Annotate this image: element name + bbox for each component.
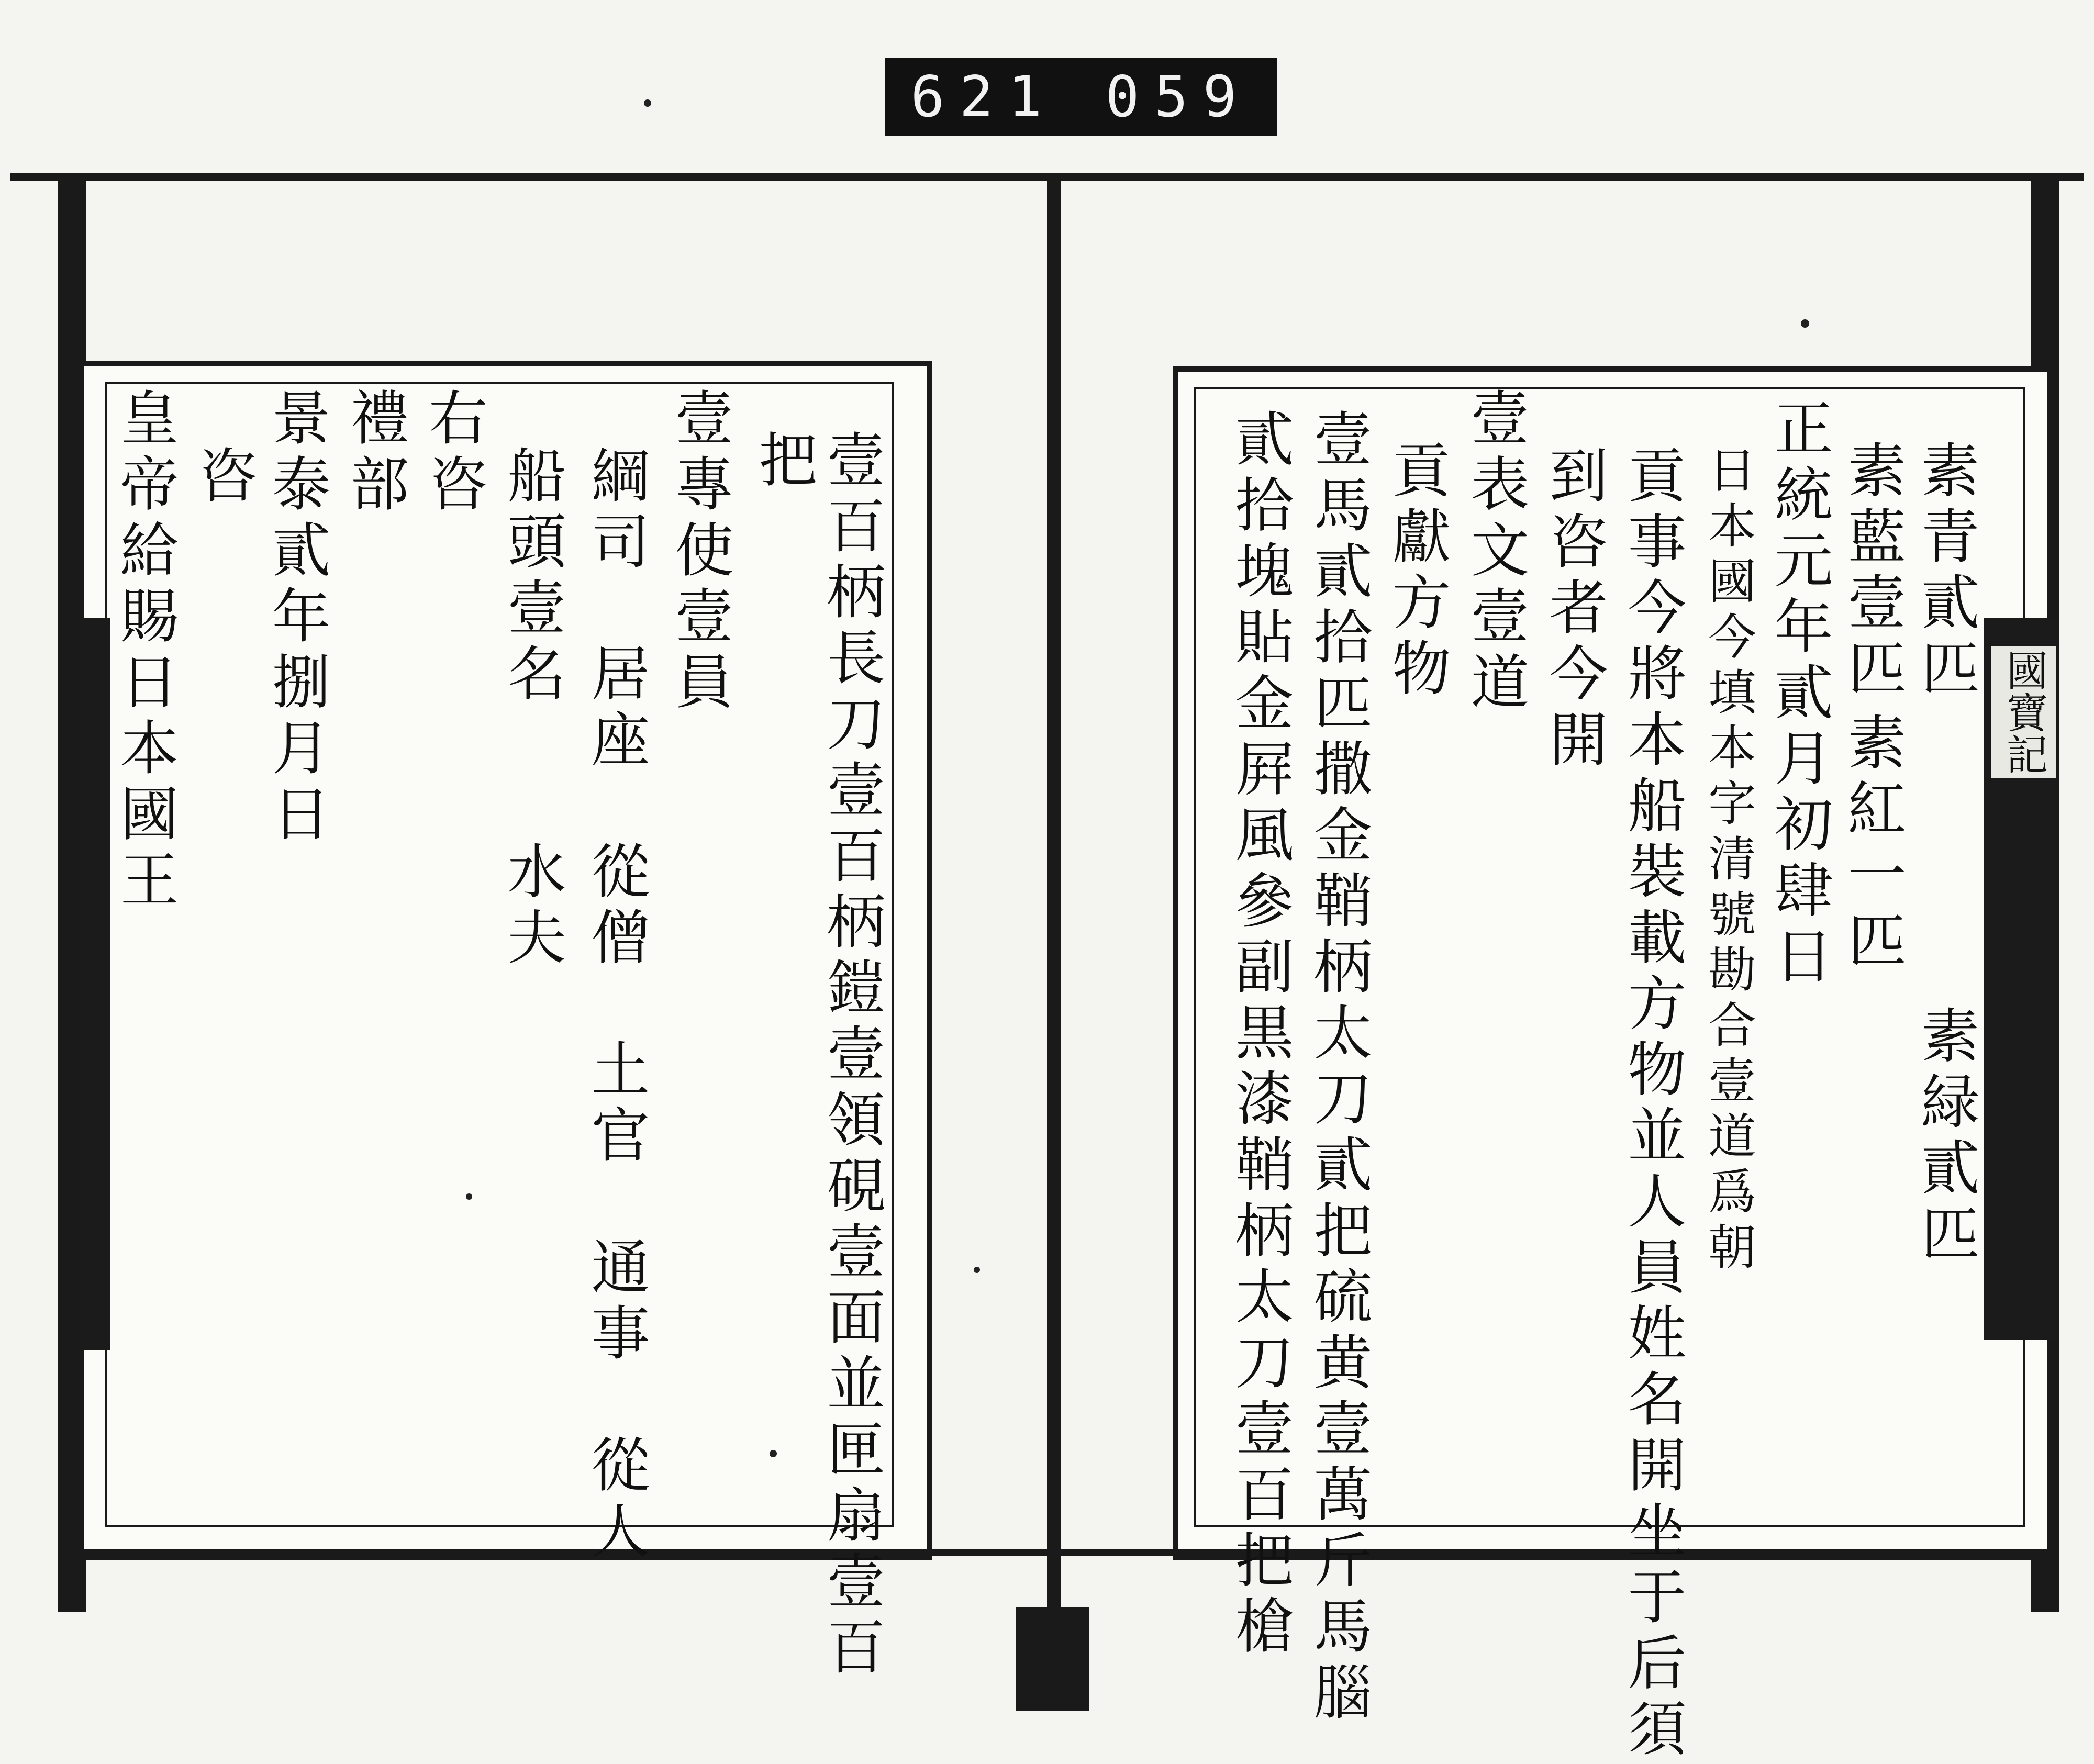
- right-bottom-rule: [1061, 1549, 2055, 1556]
- text-column: 素青貳匹: [1911, 440, 1979, 704]
- left-bottom-rule: [79, 1549, 1052, 1556]
- text-column: 壹百柄長刀壹百柄鎧壹領硯壹面並匣扇壹百: [817, 429, 885, 1682]
- text-column: 把: [749, 429, 817, 495]
- scan-speck: [644, 99, 651, 107]
- text-column: 景泰貳年捌月日: [262, 387, 330, 849]
- text-column: 右咨: [419, 387, 487, 519]
- text-column: 素藍壹匹: [1838, 440, 1906, 704]
- text-column: 禮部: [341, 387, 409, 519]
- scan-speck: [770, 1450, 777, 1457]
- left-side-tab: [79, 618, 110, 1350]
- frame-number-text: 621 059: [910, 64, 1252, 130]
- text-column: 壹馬貳拾匹撒金鞘柄太刀貳把硫黄壹萬斤馬腦: [1304, 408, 1372, 1727]
- text-column: 貢獻方物: [1383, 440, 1451, 704]
- right-tab-label: 國寶記: [1989, 644, 2058, 780]
- scan-speck: [1801, 319, 1809, 328]
- scan-speck: [974, 1267, 980, 1273]
- text-column: 正統元年貳月初肆日: [1765, 398, 1833, 991]
- text-column: 咨: [189, 445, 257, 511]
- text-column: 到咨者今開: [1540, 445, 1608, 775]
- text-column: 素緑貳匹: [1911, 1005, 1979, 1269]
- text-column: 素紅一匹: [1838, 712, 1906, 976]
- spine-line: [1047, 173, 1061, 1607]
- frame-number-label: [885, 58, 1277, 136]
- text-column: 壹專使壹員: [665, 387, 733, 717]
- text-column: 船頭壹名 水夫: [498, 445, 566, 973]
- text-column: 貳拾塊貼金屛風參副黒漆鞘柄太刀壹百把槍: [1226, 408, 1294, 1661]
- scan-speck: [466, 1193, 472, 1200]
- text-column: 貢事今將本船裝載方物並人員姓名開坐于后須: [1618, 445, 1686, 1764]
- spine-foot: [1016, 1607, 1089, 1711]
- text-column: 日本國今填本字清號勘合壹道爲朝: [1700, 445, 1756, 1277]
- text-column: 壹表文壹道: [1461, 387, 1529, 717]
- text-column: 皇帝給賜日本國王: [110, 387, 179, 915]
- text-column: 綱司 居座 從僧 土官 通事 從人: [582, 445, 650, 1566]
